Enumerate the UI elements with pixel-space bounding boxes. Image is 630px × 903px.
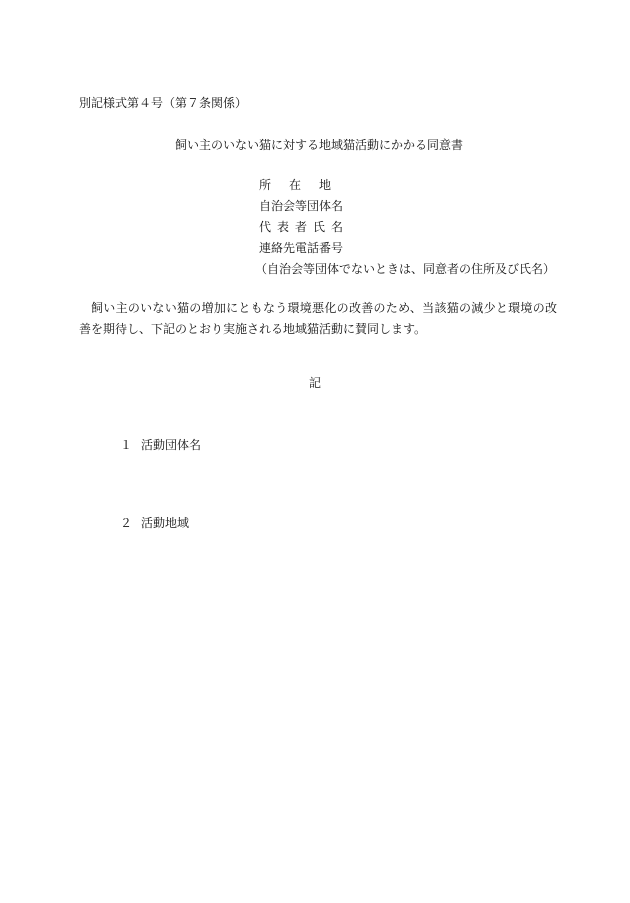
item-2-number: ２ <box>120 516 133 530</box>
field-phone-label: 連絡先電話番号 <box>259 241 344 255</box>
form-number: 別記様式第４号（第７条関係） <box>79 96 248 110</box>
ki-heading: 記 <box>309 376 322 390</box>
field-address-label: 所在地 <box>259 178 350 192</box>
item-2-label: 活動地域 <box>141 516 190 530</box>
field-note: （自治会等団体でないときは、同意者の住所及び氏名） <box>255 262 556 276</box>
document-title: 飼い主のいない猫に対する地域猫活動にかかる同意書 <box>175 138 464 152</box>
item-1-label: 活動団体名 <box>141 438 202 452</box>
field-org-name-label: 自治会等団体名 <box>259 199 344 213</box>
consent-body-text: 飼い主のいない猫の増加にともなう環境悪化の改善のため、当該猫の減少と環境の改善を期待し、下記のとおり実施される地域猫活動に賛同します。 <box>79 301 557 336</box>
item-1-number: １ <box>120 438 133 452</box>
field-representative-label: 代表者氏名 <box>259 220 350 234</box>
